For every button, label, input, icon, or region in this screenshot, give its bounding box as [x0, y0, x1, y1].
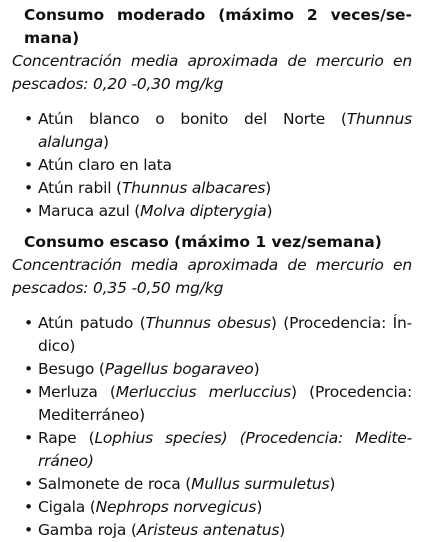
- fish-name: Cigala (: [38, 498, 96, 516]
- item-suffix: ): [256, 498, 263, 516]
- item-suffix: ) (Procedencia: Mediterráneo): [38, 383, 412, 424]
- list-item: [6, 312, 412, 358]
- fish-name: Atún patudo (: [38, 314, 146, 332]
- list-item: [6, 473, 412, 496]
- fish-name: Salmonete de roca (: [38, 475, 192, 493]
- section-heading: Consumo escaso (máximo 1 vez/semana): [24, 233, 382, 251]
- scientific-name: Thunnus obesus: [145, 314, 271, 332]
- item-suffix: ): [329, 475, 336, 493]
- item-suffix: ): [265, 179, 272, 197]
- fish-name: Atún rabil (: [38, 179, 122, 197]
- fish-name: Merluza (: [38, 383, 116, 401]
- bullet-icon: •: [24, 475, 33, 493]
- bullet-icon: •: [24, 110, 33, 128]
- list-item: [6, 154, 412, 177]
- bullet-icon: •: [24, 202, 33, 220]
- bullet-icon: •: [24, 383, 33, 401]
- scientific-name: Nephrops norvegicus: [95, 498, 257, 516]
- list-item: [6, 427, 412, 473]
- fish-name: Maruca azul (: [38, 202, 141, 220]
- bullet-icon: •: [24, 498, 33, 516]
- scientific-name: Pagellus bogaraveo: [104, 360, 254, 378]
- section-description: Concentración media aproximada de mercurio en pescados: 0,20 -0,30 mg/kg: [12, 52, 412, 93]
- item-suffix: ): [279, 521, 286, 539]
- section-description: Concentración media aproximada de mercurio en pescados: 0,35 -0,50 mg/kg: [12, 256, 412, 297]
- bullet-icon: •: [24, 179, 33, 197]
- list-item: [6, 519, 412, 542]
- list-item: [6, 200, 412, 223]
- item-suffix: ): [103, 133, 109, 151]
- scientific-name: Thunnus alalunga: [38, 110, 412, 151]
- scientific-name: Mullus surmuletus: [191, 475, 330, 493]
- fish-list: [6, 108, 412, 223]
- fish-name: Atún claro en lata: [38, 156, 172, 174]
- fish-name: Atún blanco o bonito del Norte (: [38, 110, 347, 128]
- scientific-name: Aristeus antenatus: [136, 521, 280, 539]
- list-item: [6, 358, 412, 381]
- bullet-icon: •: [24, 156, 33, 174]
- bullet-icon: •: [24, 521, 33, 539]
- list-item: [6, 496, 412, 519]
- list-item: [6, 108, 412, 154]
- item-suffix: ) (Procedencia: Ín-dico): [38, 314, 412, 355]
- list-item: [6, 177, 412, 200]
- fish-list: [6, 312, 412, 542]
- section-heading: Consumo moderado (máximo 2 veces/se-mana): [24, 6, 412, 47]
- fish-name: Rape (: [38, 429, 95, 447]
- scientific-name: Merluccius merluccius: [115, 383, 292, 401]
- bullet-icon: •: [24, 429, 33, 447]
- item-suffix: ): [266, 202, 273, 220]
- list-item: [6, 381, 412, 427]
- scientific-name: Thunnus albacares: [121, 179, 266, 197]
- section-low-consumption: [6, 231, 412, 542]
- scientific-name: Molva dipterygia: [140, 202, 267, 220]
- fish-name: Besugo (: [38, 360, 105, 378]
- bullet-icon: •: [24, 314, 33, 332]
- fish-name: Gamba roja (: [38, 521, 137, 539]
- bullet-icon: •: [24, 360, 33, 378]
- item-suffix: ): [253, 360, 260, 378]
- scientific-name: Lophius species) (Procedencia: Medite-rráneo): [38, 429, 412, 470]
- section-moderate-consumption: [6, 4, 412, 223]
